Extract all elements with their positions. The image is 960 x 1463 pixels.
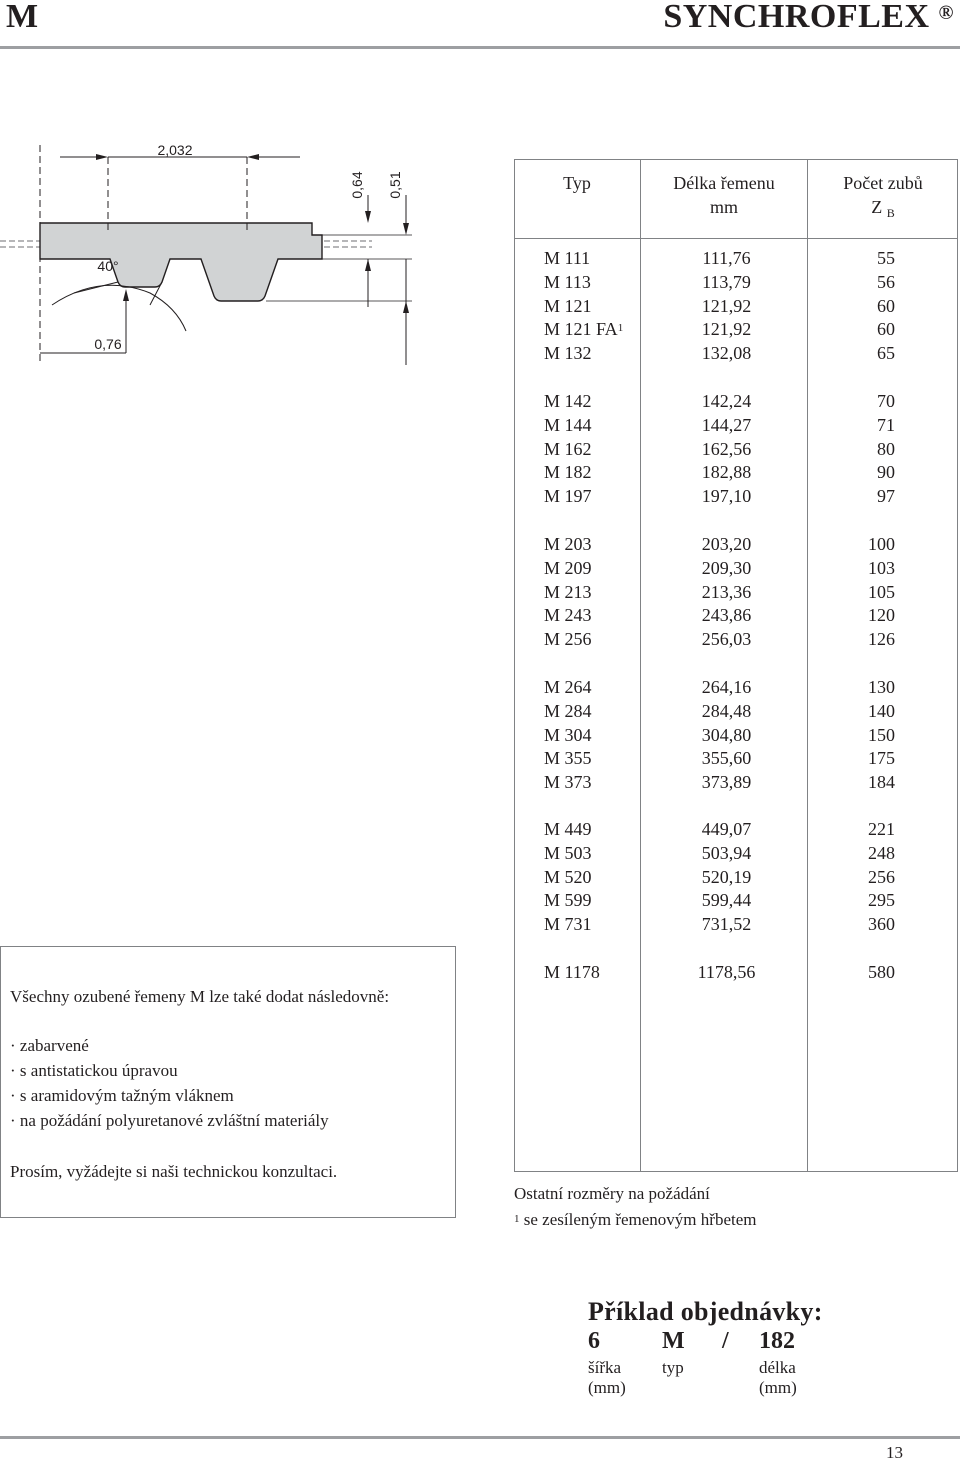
table-cell: 182,88 [701,462,752,483]
header-typ: Typ [563,173,591,193]
order-type-value: M [662,1328,685,1354]
footnote-mark: 1 [514,1213,520,1225]
table-cell: M 355 [544,748,592,769]
table-cell: 126 [868,629,895,650]
header-length [641,171,807,219]
table-header-divider [514,238,958,239]
table-cell: 55 [877,248,895,268]
table-cell: M 503 [544,842,592,863]
table-cell: M 209 [544,557,592,578]
table-cell: 184 [868,772,895,793]
table-cell: 111,76 [702,248,751,268]
notes-item: · zabarvené [10,1036,89,1055]
header-length-line2: mm [709,197,738,217]
total-arrow-top [365,211,371,223]
order-slash: / [722,1328,729,1354]
table-cell: 360 [868,914,895,935]
table-cell: 121,92 [701,319,752,340]
fa-footnote-mark: 1 [617,322,624,335]
order-width-label-1: šířka [588,1358,622,1377]
order-title: Příklad objednávky: [588,1297,823,1326]
table-cell: 150 [868,724,895,745]
table-cell: M 284 [544,700,592,721]
table-cell: M 132 [544,343,592,364]
table-cell: M 373 [544,772,592,793]
table-cell: 105 [868,581,895,602]
length-column [646,533,807,652]
table-cell: 60 [877,319,895,340]
table-cell: 256,03 [701,629,752,650]
table-cell: 203,20 [701,534,752,554]
table-cell: M 264 [544,677,592,697]
header-teeth-line2 [808,195,958,221]
order-width-label [588,1358,626,1398]
order-type-label: typ [662,1358,684,1377]
footnote-text: se zesíleným řemenovým hřbetem [519,1210,757,1229]
table-cell: 449,07 [701,819,752,839]
teeth-column [808,247,895,366]
order-length-label [759,1358,797,1398]
table-cell: 162,56 [701,438,752,459]
belt-profile-diagram [0,135,440,370]
table-cell: M 1178 [544,962,600,982]
backing-arrow-bottom [403,301,409,313]
table-cell: M 182 [544,462,592,483]
length-column [646,676,807,795]
table-cell: 113,79 [702,271,751,292]
notes-item: · s antistatickou úpravou [10,1061,178,1080]
typ-column [544,533,644,652]
footnote-other: Ostatní rozměry na požádání [514,1184,710,1203]
table-cell: 209,30 [701,557,752,578]
belt-profile [40,223,322,301]
notes-closing: Prosím, vyžádejte si naši technickou konzultaci. [10,1162,338,1181]
table-cell: 304,80 [701,724,752,745]
table-cell: 731,52 [701,914,752,935]
table-cell: 520,19 [701,866,752,887]
backing-arrow-top [403,223,409,235]
table-cell: M 243 [544,605,592,626]
table-cell: 97 [877,486,895,507]
table-cell: M 449 [544,819,592,839]
angle-leg-left [74,282,118,293]
table-cell: M 203 [544,534,592,554]
table-cell: M 599 [544,890,592,911]
notes-item: · na požádání polyuretanové zvláštní materiály [10,1111,329,1130]
teeth-column [808,533,895,652]
table-cell: 197,10 [701,486,752,507]
order-width-value: 6 [588,1328,600,1354]
order-length-label-1: délka [759,1358,796,1377]
table-cell: 175 [868,748,895,769]
total-height-label: 0,64 [349,171,365,199]
order-width-label-2: (mm) [588,1378,626,1397]
table-cell: 120 [868,605,895,626]
pitch-arrow-left [96,154,108,160]
teeth-column [808,818,895,937]
header-length-line1: Délka řemenu [673,173,775,193]
table-cell: 503,94 [701,842,752,863]
table-cell: 264,16 [701,677,752,697]
brand-name: SYNCHROFLEX [663,0,930,35]
table-cell: 100 [868,534,895,554]
table-cell: 71 [877,414,895,435]
table-cell: 80 [877,438,895,459]
length-column [646,247,807,366]
typ-column [544,961,644,985]
table-cell: 142,24 [701,391,752,411]
table-cell: M 113 [544,271,591,292]
table-cell: 121,92 [701,295,752,316]
table-cell: 248 [868,842,895,863]
footer-rule [0,1436,960,1439]
table-cell: 144,27 [701,414,752,435]
table-cell: 599,44 [701,890,752,911]
header-rule [0,46,960,49]
table-cell: 284,48 [701,700,752,721]
teeth-column [808,676,895,795]
table-cell: 60 [877,295,895,316]
table-cell: 256 [868,866,895,887]
table-cell: M 121 $FA^1$ [544,319,624,340]
page-number: 13 [886,1443,903,1462]
typ-column [544,390,644,509]
table-cell: M 111 [544,248,591,268]
pitch-label: 2,032 [157,142,193,158]
table-cell: 1178,56 [697,962,756,982]
notes-item: · s aramidovým tažným vláknem [10,1086,234,1105]
backing-height-label: 0,51 [387,171,403,199]
registered-mark: ® [938,2,954,24]
header-teeth [808,171,958,221]
table-cell: 56 [877,271,895,292]
table-cell: M 304 [544,724,592,745]
table-cell: 130 [868,677,895,697]
typ-column [544,676,644,795]
radius-label: 0,76 [94,336,122,352]
table-cell: 70 [877,391,895,411]
table-cell: M 520 [544,866,592,887]
table-cell: M 197 [544,486,592,507]
header-teeth-z: Z [871,197,883,217]
teeth-column [808,390,895,509]
angle-label: 40° [97,258,119,274]
table-cell: 103 [868,557,895,578]
typ-column [544,818,644,937]
table-cell: 65 [877,343,895,364]
brand-title [663,0,954,36]
table-cell: 355,60 [701,748,752,769]
angle-arc [52,285,186,331]
notes-intro: Všechny ozubené řemeny M lze také dodat následovně: [10,987,390,1006]
table-cell: 132,08 [701,343,752,364]
length-column [646,961,807,985]
table-cell: 221 [868,819,895,839]
table-cell: M 213 [544,581,592,602]
table-cell: M 121 [544,295,592,316]
total-arrow-bottom [365,259,371,271]
length-column [646,390,807,509]
teeth-column [808,961,895,985]
table-cell: M 162 [544,438,592,459]
table-cell: 243,86 [701,605,752,626]
table-cell: M 731 [544,914,592,935]
length-column [646,818,807,937]
typ-column [544,247,644,366]
section-letter: M [6,0,39,35]
table-cell: M 256 [544,629,592,650]
table-cell: 295 [868,890,895,911]
radius-arrow [123,289,129,301]
order-length-value: 182 [759,1328,795,1354]
table-cell: 140 [868,700,895,721]
table-cell: 580 [868,962,895,982]
order-length-label-2: (mm) [759,1378,797,1397]
table-cell: 90 [877,462,895,483]
table-cell: M 142 [544,391,592,411]
header-teeth-sub: B [886,206,895,220]
header-teeth-line1: Počet zubů [843,173,923,193]
footnote-reinforced [514,1207,756,1233]
table-cell: 373,89 [701,772,752,793]
table-cell: 213,36 [701,581,752,602]
notes-list [10,1033,329,1133]
table-cell: M 144 [544,414,592,435]
pitch-arrow-right [247,154,259,160]
